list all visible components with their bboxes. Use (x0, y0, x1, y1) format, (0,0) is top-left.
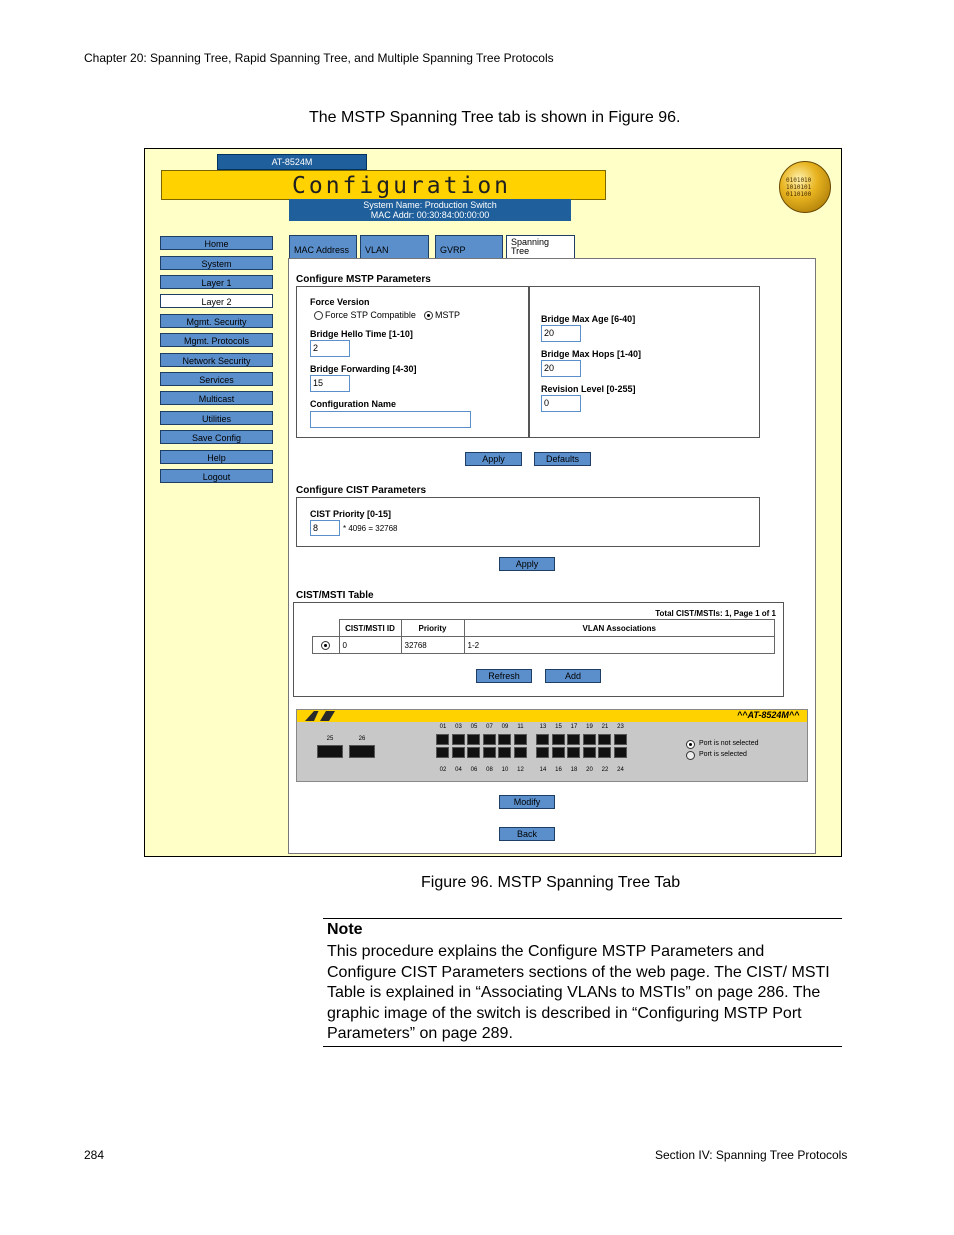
port-03[interactable] (452, 734, 465, 745)
title-bar (161, 170, 606, 200)
tab-spanning-label-1: Spanning (511, 237, 550, 247)
nav-mgmt-security[interactable]: Mgmt. Security (160, 314, 273, 328)
port-22[interactable] (598, 747, 611, 758)
nav-multicast[interactable]: Multicast (160, 391, 273, 405)
tab-mac-address[interactable]: MAC Address (289, 235, 357, 258)
mstp-radio[interactable] (424, 311, 433, 320)
port-12[interactable] (514, 747, 527, 758)
add-button[interactable]: Add (545, 669, 601, 683)
uplink-port-26[interactable] (349, 745, 375, 758)
row-msti-id: 0 (339, 637, 401, 654)
port-number-top: 01 (439, 724, 447, 730)
max-age-input[interactable]: 20 (541, 325, 581, 342)
mstp-left-box (296, 286, 530, 438)
note-bottom-rule (323, 1046, 842, 1047)
legend-not-selected-radio (686, 740, 695, 749)
mstp-defaults-button[interactable]: Defaults (534, 452, 591, 466)
system-name: System Name: Production Switch (363, 200, 497, 210)
switch-graphic (296, 709, 808, 782)
tab-gvrp[interactable]: GVRP (435, 235, 503, 258)
table-box (293, 602, 784, 697)
port-09[interactable] (498, 734, 511, 745)
table-header-vlan: VLAN Associations (464, 620, 775, 637)
port-24[interactable] (614, 747, 627, 758)
port-20[interactable] (583, 747, 596, 758)
legend-selected-radio (686, 751, 695, 760)
cist-priority-calc: * 4096 = 32768 (343, 524, 398, 533)
max-age-label: Bridge Max Age [6-40] (541, 314, 636, 324)
port-02[interactable] (436, 747, 449, 758)
mac-address: MAC Addr: 00:30:84:00:00:00 (370, 210, 490, 220)
port-number-top: 15 (555, 724, 562, 730)
port-number-top: 21 (601, 724, 609, 730)
cist-msti-table (312, 619, 775, 654)
port-17[interactable] (567, 734, 580, 745)
port-number-top: 23 (617, 724, 624, 730)
tab-spanning-label-2: Tree (511, 246, 530, 256)
table-section-title: CIST/MSTI Table (296, 590, 374, 601)
forwarding-input[interactable]: 15 (310, 375, 350, 392)
port-number-bottom: 06 (470, 767, 478, 773)
config-name-label: Configuration Name (310, 399, 397, 409)
port-number-top: 13 (539, 724, 547, 730)
force-version-label: Force Version (310, 297, 370, 307)
nav-layer2[interactable]: Layer 2 (160, 294, 273, 308)
port-21[interactable] (598, 734, 611, 745)
port-number-bottom: 14 (539, 767, 547, 773)
system-info (289, 199, 571, 221)
uplink-port-25[interactable] (317, 745, 343, 758)
port-number-top: 07 (486, 724, 493, 730)
port-07[interactable] (483, 734, 496, 745)
nav-save-config[interactable]: Save Config (160, 430, 273, 444)
port-number-top: 19 (586, 724, 593, 730)
section-footer: Section IV: Spanning Tree Protocols (655, 1148, 848, 1162)
port-number-top: 03 (455, 724, 462, 730)
port-04[interactable] (452, 747, 465, 758)
nav-home[interactable]: Home (160, 236, 273, 250)
port-number-bottom: 18 (570, 767, 578, 773)
port-number-bottom: 16 (555, 767, 562, 773)
cist-priority-label: CIST Priority [0-15] (310, 509, 392, 519)
config-name-input[interactable] (310, 411, 471, 428)
port-number-bottom: 24 (617, 767, 624, 773)
forwarding-label: Bridge Forwarding [4-30] (310, 364, 417, 374)
port-13[interactable] (536, 734, 549, 745)
table-total: Total CIST/MSTIs: 1, Page 1 of 1 (655, 609, 776, 618)
port-number-bottom: 08 (486, 767, 493, 773)
port-05[interactable] (467, 734, 480, 745)
row-priority: 32768 (401, 637, 464, 654)
mstp-section-title: Configure MSTP Parameters (296, 274, 431, 285)
port-18[interactable] (567, 747, 580, 758)
port-01[interactable] (436, 734, 449, 745)
hello-time-label: Bridge Hello Time [1-10] (310, 329, 413, 339)
row-select-radio[interactable] (321, 641, 330, 650)
port-11[interactable] (514, 734, 527, 745)
mstp-label: MSTP (435, 310, 461, 320)
force-stp-label: Force STP Compatible (325, 310, 416, 320)
port-06[interactable] (467, 747, 480, 758)
revision-label: Revision Level [0-255] (541, 384, 636, 394)
cist-section-title: Configure CIST Parameters (296, 485, 427, 496)
port-08[interactable] (483, 747, 496, 758)
globe-logo (779, 161, 831, 213)
port-number-bottom: 20 (586, 767, 593, 773)
port-number-bottom: 12 (517, 767, 524, 773)
port-number-bottom: 22 (601, 767, 609, 773)
table-row[interactable] (313, 637, 775, 654)
max-hops-input[interactable]: 20 (541, 360, 581, 377)
nav-services[interactable]: Services (160, 372, 273, 386)
port-19[interactable] (583, 734, 596, 745)
port-14[interactable] (536, 747, 549, 758)
revision-input[interactable]: 0 (541, 395, 581, 412)
tab-vlan[interactable]: VLAN (360, 235, 429, 258)
intro-text: The MSTP Spanning Tree tab is shown in Figure 96. (309, 109, 681, 126)
note-top-rule (323, 918, 842, 919)
table-header-row (313, 620, 775, 637)
nav-system[interactable]: System (160, 256, 273, 270)
port-15[interactable] (552, 734, 565, 745)
note-title: Note (327, 921, 363, 938)
table-header-id: CIST/MSTI ID (339, 620, 401, 637)
figure-caption: Figure 96. MSTP Spanning Tree Tab (421, 874, 681, 891)
tab-spanning-tree[interactable] (506, 235, 575, 259)
nav-mgmt-protocols[interactable]: Mgmt. Protocols (160, 333, 273, 347)
cist-priority-input[interactable]: 8 (310, 520, 340, 536)
port-number-bottom: 02 (439, 767, 447, 773)
port-number-bottom: 04 (455, 767, 462, 773)
back-button[interactable]: Back (499, 827, 555, 841)
figure-screenshot (144, 148, 842, 857)
port-number-top: 17 (570, 724, 578, 730)
row-select-cell[interactable] (313, 637, 340, 654)
note-body: This procedure explains the Configure MSTP Parameters and Configure CIST Parameters sections of the web page. The CIST/ MSTI Table is explained in “Associating VLANs to MSTIs” on page 286. The graphic image of the switch is described in “Configuring MSTP Port Parameters” on page 289. (327, 943, 830, 1042)
port-16[interactable] (552, 747, 565, 758)
mstp-right-box (528, 286, 760, 438)
nav-logout[interactable]: Logout (160, 469, 273, 483)
legend-selected: Port is selected (699, 751, 747, 758)
row-vlan-assoc: 1-2 (464, 637, 775, 654)
cist-apply-button[interactable]: Apply (499, 557, 555, 571)
page-title: Configuration (292, 173, 512, 199)
port-23[interactable] (614, 734, 627, 745)
chapter-header: Chapter 20: Spanning Tree, Rapid Spanning Tree, and Multiple Spanning Tree Protocols (84, 51, 554, 65)
model-tab: AT-8524M (217, 154, 367, 170)
uplink-number: 25 (326, 736, 334, 742)
uplink-number: 26 (358, 736, 366, 742)
globe-digits: 0101010 1010101 0110100 (786, 177, 812, 198)
nav-help[interactable]: Help (160, 450, 273, 464)
force-stp-radio[interactable] (314, 311, 323, 320)
page-number: 284 (84, 1148, 105, 1162)
nav-utilities[interactable]: Utilities (160, 411, 273, 425)
table-header-select (313, 620, 340, 637)
port-number-top: 09 (501, 724, 509, 730)
cist-box (296, 497, 760, 547)
table-header-priority: Priority (401, 620, 464, 637)
nav-layer1[interactable]: Layer 1 (160, 275, 273, 289)
hello-time-input[interactable]: 2 (310, 340, 350, 357)
refresh-button[interactable]: Refresh (476, 669, 532, 683)
port-number-top: 11 (517, 724, 524, 730)
port-number-top: 05 (470, 724, 478, 730)
modify-button[interactable]: Modify (499, 795, 555, 809)
nav-network-security[interactable]: Network Security (160, 353, 273, 367)
legend-not-selected: Port is not selected (699, 740, 759, 747)
port-number-bottom: 10 (501, 767, 509, 773)
switch-model: ^^AT-8524M^^ (737, 710, 800, 720)
port-10[interactable] (498, 747, 511, 758)
max-hops-label: Bridge Max Hops [1-40] (541, 349, 642, 359)
mstp-apply-button[interactable]: Apply (465, 452, 522, 466)
